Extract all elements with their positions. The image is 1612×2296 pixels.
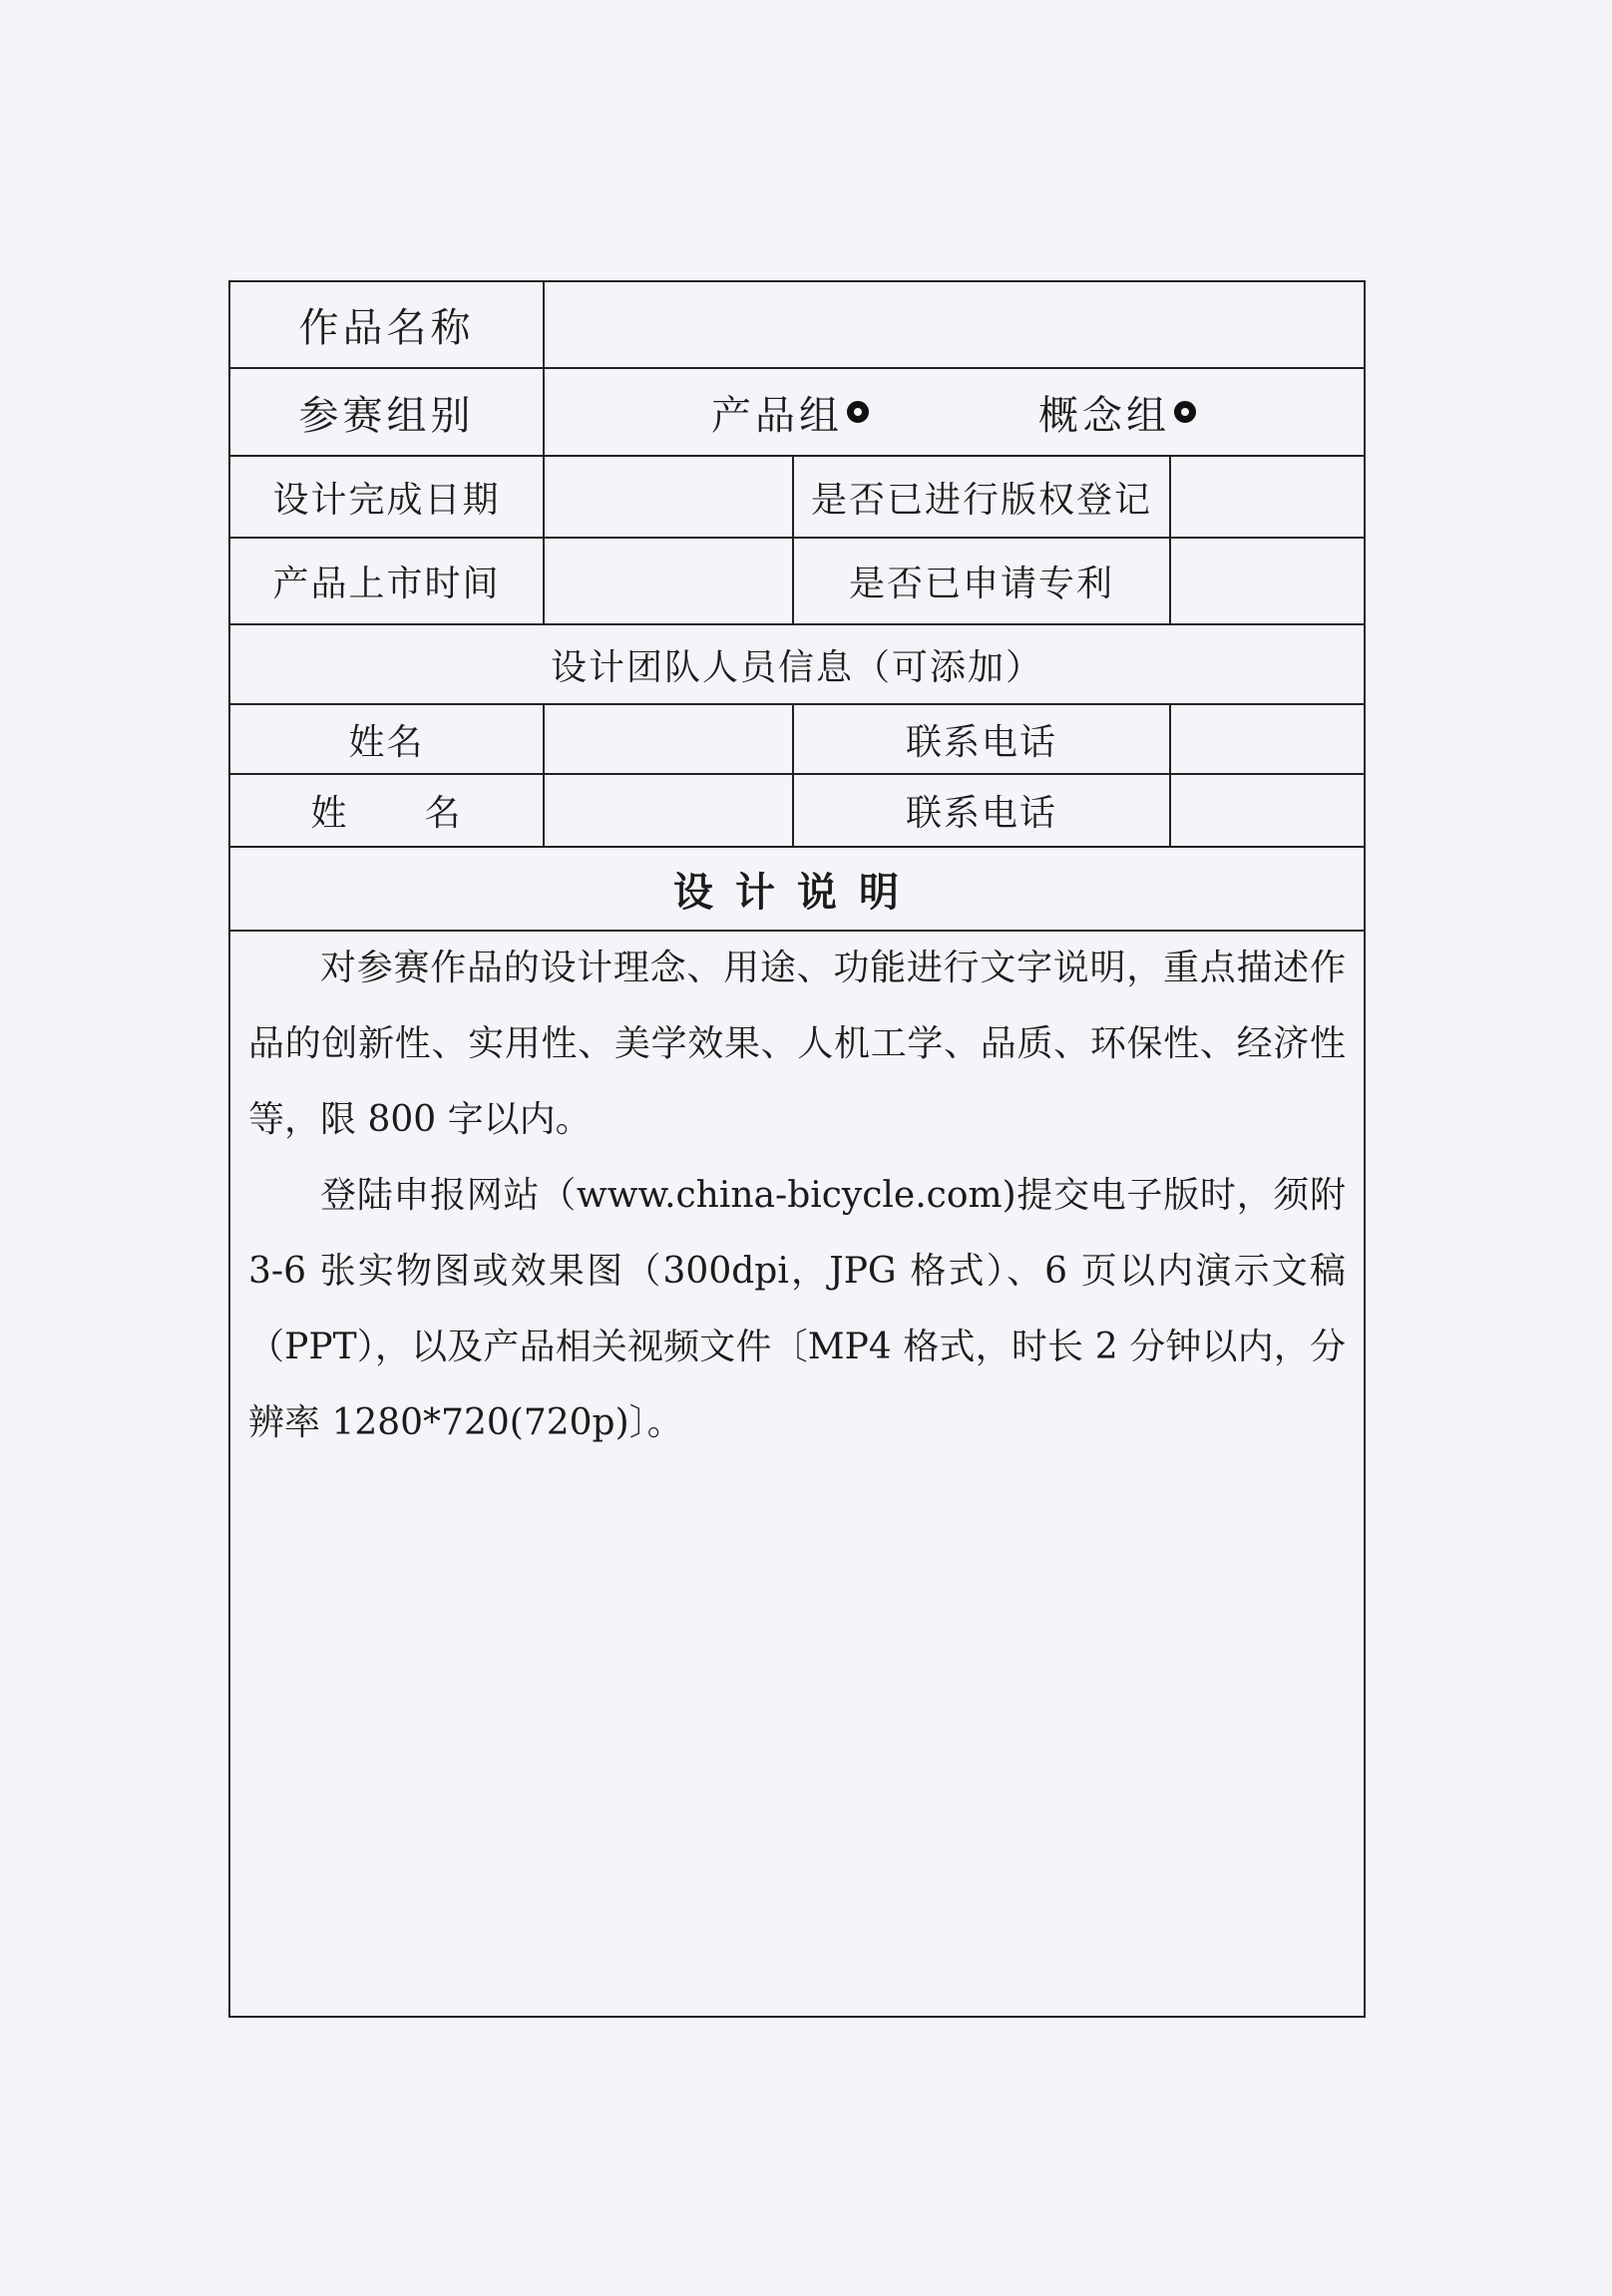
row-category bbox=[230, 369, 1364, 457]
description-paragraph: 对参赛作品的设计理念、用途、功能进行文字说明，重点描述作品的创新性、实用性、美学效果、人机工学、品质、环保性、经济性等，限 800 字以内。 bbox=[248, 948, 1346, 1140]
member-name-label: 姓 名 bbox=[310, 793, 463, 834]
member-phone-label: 联系电话 bbox=[792, 705, 1169, 773]
radio-circle-icon bbox=[847, 401, 869, 423]
option-product-group bbox=[711, 384, 869, 441]
description-paragraph: 登陆申报网站（www.china-bicycle.com)提交电子版时，须附 3-6 张实物图或效果图（300dpi，JPG 格式）、6 页以内演示文稿（PPT），以及产品相关视频文件〔MP4 格式，时长 2 分钟以内，分辨率 1280*720(720p)〕。 bbox=[248, 1175, 1346, 1443]
member-phone-label: 联系电话 bbox=[792, 775, 1169, 846]
option-concept-label: 概念组 bbox=[1038, 392, 1170, 439]
copyright-field bbox=[1169, 457, 1364, 537]
row-section-title bbox=[230, 848, 1364, 932]
row-work-name bbox=[230, 282, 1364, 369]
row-team-header bbox=[230, 625, 1364, 705]
section-title: 设计说明 bbox=[673, 868, 921, 916]
work-name-label: 作品名称 bbox=[298, 305, 475, 351]
design-date-field bbox=[543, 457, 792, 537]
team-header: 设计团队人员信息（可添加） bbox=[550, 646, 1043, 688]
category-label: 参赛组别 bbox=[298, 392, 475, 439]
launch-date-field bbox=[543, 539, 792, 623]
member-phone-field bbox=[1169, 775, 1364, 846]
row-design-date bbox=[230, 457, 1364, 539]
description-text bbox=[248, 931, 1346, 1461]
category-options bbox=[543, 369, 1364, 455]
row-member bbox=[230, 705, 1364, 775]
member-phone-field bbox=[1169, 705, 1364, 773]
radio-circle-icon bbox=[1174, 401, 1196, 423]
row-member bbox=[230, 775, 1364, 848]
option-concept-group bbox=[1038, 384, 1196, 441]
option-product-label: 产品组 bbox=[711, 392, 843, 439]
launch-date-label: 产品上市时间 bbox=[272, 564, 501, 604]
design-date-label: 设计完成日期 bbox=[272, 479, 501, 521]
application-form bbox=[228, 280, 1366, 2018]
patent-field bbox=[1169, 539, 1364, 623]
patent-label: 是否已申请专利 bbox=[792, 539, 1169, 623]
member-name-label: 姓名 bbox=[348, 721, 425, 763]
row-launch-date bbox=[230, 539, 1364, 625]
copyright-label: 是否已进行版权登记 bbox=[792, 457, 1169, 537]
member-name-field bbox=[543, 775, 792, 846]
member-name-field bbox=[543, 705, 792, 773]
work-name-field bbox=[543, 282, 1364, 367]
